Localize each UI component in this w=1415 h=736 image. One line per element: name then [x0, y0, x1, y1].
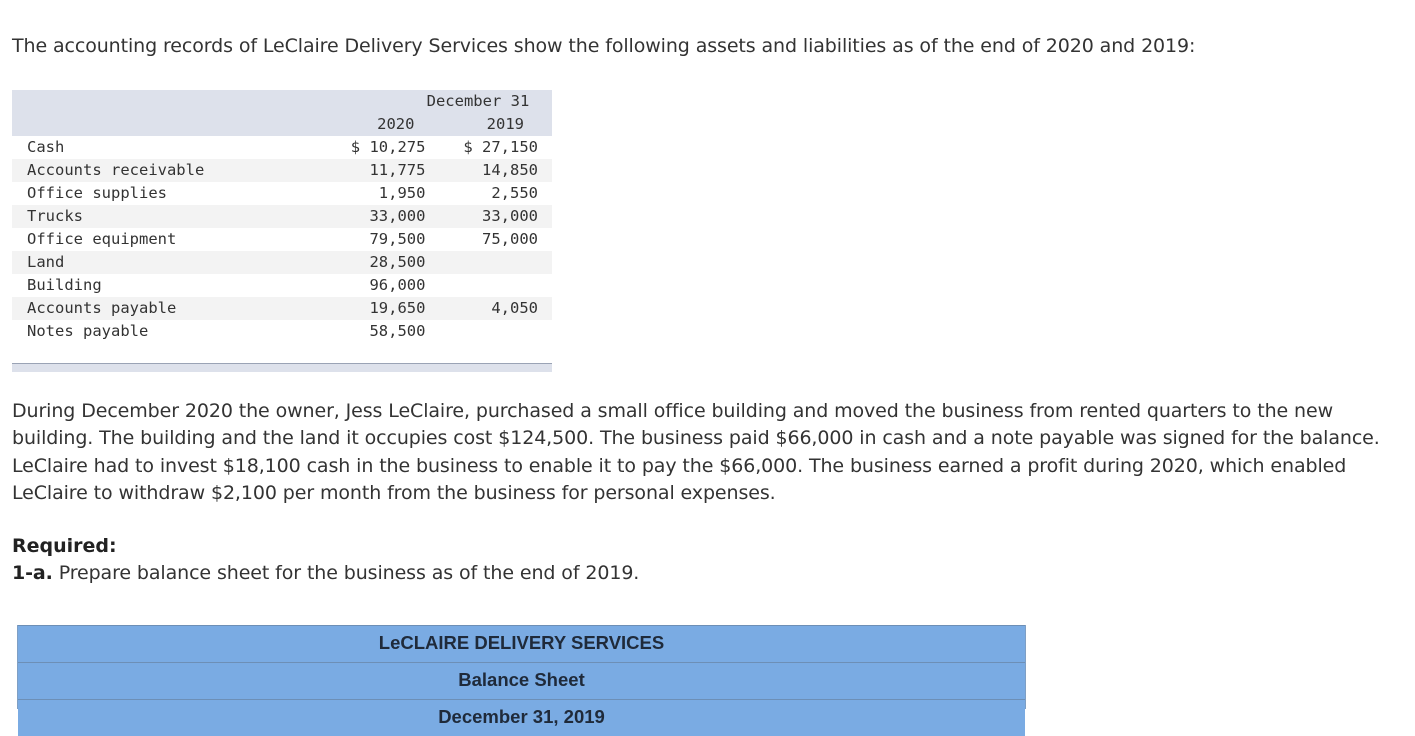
row-label: Office supplies: [27, 184, 167, 202]
row-label: Office equipment: [27, 230, 177, 248]
table-footer: [12, 364, 552, 373]
item-text: Prepare balance sheet for the business as of the end of 2019.: [52, 562, 640, 584]
value-2019: 75,000: [482, 230, 538, 248]
row-label: Accounts payable: [12, 297, 324, 320]
value-2020: 1,950: [378, 184, 426, 202]
value-2019: 14,850: [436, 159, 552, 182]
value-2019: [436, 251, 552, 274]
row-label: Cash: [27, 138, 65, 156]
balance-sheet-header: [17, 625, 1026, 727]
required-item: [12, 562, 639, 584]
table-row: [12, 274, 552, 297]
required-heading: Required:: [12, 535, 117, 557]
value-2020: 11,775: [324, 159, 437, 182]
value-2019: 4,050: [436, 297, 552, 320]
row-label: Accounts receivable: [12, 159, 324, 182]
header-2019: 2019: [436, 113, 552, 136]
header-2020: 2020: [324, 113, 437, 136]
row-label: Land: [12, 251, 324, 274]
value-2020: 58,500: [369, 322, 426, 340]
header-december-31: December 31: [324, 90, 552, 113]
table-row: [12, 205, 552, 228]
row-label: Building: [27, 276, 102, 294]
table-row: [12, 228, 552, 251]
row-label: Notes payable: [27, 322, 149, 340]
item-number: 1-a.: [12, 562, 53, 584]
assets-liabilities-table: [12, 90, 552, 372]
statement-date: December 31, 2019: [18, 699, 1025, 736]
table-row: [12, 251, 552, 274]
value-2020: 28,500: [324, 251, 437, 274]
table-row: [12, 182, 552, 205]
value-2019: [436, 274, 552, 297]
value-2019: [436, 320, 552, 343]
value-2019: 33,000: [436, 205, 552, 228]
table-row: [12, 159, 552, 182]
table-row: [12, 297, 552, 320]
value-2020: 33,000: [324, 205, 437, 228]
row-label: Trucks: [12, 205, 324, 228]
table-row: [12, 320, 552, 343]
company-name: LeCLAIRE DELIVERY SERVICES: [18, 625, 1025, 662]
table-spacer: [12, 343, 552, 364]
value-2020: 79,500: [369, 230, 426, 248]
scenario-paragraph: During December 2020 the owner, Jess LeClaire, purchased a small office building and moved the business from rented quarters to the new building. The building and the land it occupies cost $124,500. The business paid $66,000 in cash and a note payable was signed for the balance. LeClaire had to invest $18,100 cash in the business to enable it to pay the $66,000. The business earned a profit during 2020, which enabled LeClaire to withdraw $2,100 per month from the business for personal expenses.: [12, 400, 1380, 504]
value-2020: 96,000: [369, 276, 426, 294]
table-row: [12, 136, 552, 159]
table-year-row: [12, 113, 552, 136]
table-header-row: [12, 90, 552, 113]
value-2019: 2,550: [491, 184, 538, 202]
statement-title: Balance Sheet: [18, 662, 1025, 699]
value-2020: 19,650: [324, 297, 437, 320]
value-2020: $ 10,275: [350, 138, 426, 156]
value-2019: $ 27,150: [463, 138, 538, 156]
intro-text: The accounting records of LeClaire Delivery Services show the following assets and liabilities as of the end of 2020 and 2019:: [12, 35, 1196, 57]
